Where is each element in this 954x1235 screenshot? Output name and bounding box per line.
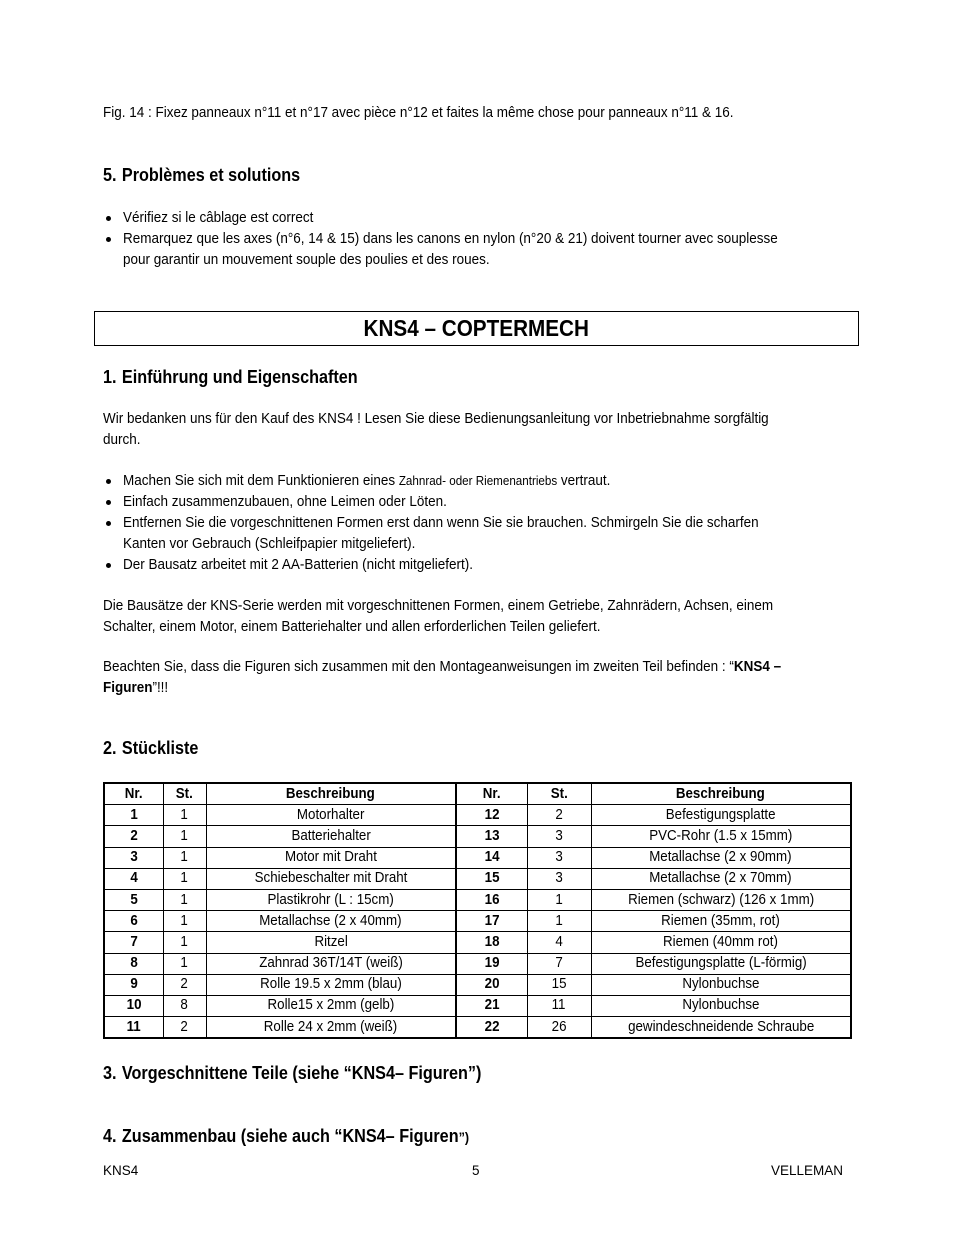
table-cell: gewindeschneidende Schraube — [591, 1017, 851, 1039]
table-cell: Metallachse (2 x 40mm) — [206, 911, 456, 932]
table-cell: Zahnrad 36T/14T (weiß) — [206, 953, 456, 974]
list-item: Einfach zusammenzubauen, ohne Leimen oder Löten. — [123, 494, 447, 510]
table-cell: Riemen (schwarz) (126 x 1mm) — [591, 889, 851, 910]
table-row — [104, 1017, 851, 1039]
table-cell: 1 — [527, 911, 591, 932]
section1-heading — [103, 367, 358, 388]
table-cell: Rolle 24 x 2mm (weiß) — [206, 1017, 456, 1039]
section5-number: 5. — [103, 165, 117, 185]
table-cell: 1 — [163, 911, 206, 932]
table-cell: 7 — [104, 932, 163, 953]
table-cell: PVC-Rohr (1.5 x 15mm) — [591, 826, 851, 847]
section5-title: Problèmes et solutions — [121, 165, 301, 185]
table-row — [104, 953, 851, 974]
table-cell: 5 — [104, 889, 163, 910]
footer-brand: VELLEMAN — [771, 1163, 844, 1178]
header-beschreibung: Beschreibung — [206, 783, 456, 805]
table-cell: 1 — [163, 932, 206, 953]
table-cell: 4 — [527, 932, 591, 953]
table-cell: Motorhalter — [206, 805, 456, 826]
figures-note-line-1: Beachten Sie, dass die Figuren sich zusammen mit den Montageanweisungen im zweiten Teil befinden : “KNS4 – — [103, 659, 782, 675]
table-cell: Rolle 19.5 x 2mm (blau) — [206, 974, 456, 995]
kit-description-line-2: Schalter, einem Motor, einem Batteriehalter und allen erforderlichen Teilen geliefert. — [103, 619, 601, 635]
table-row — [104, 932, 851, 953]
list-item: Remarquez que les axes (n°6, 14 & 15) dans les canons en nylon (n°20 & 21) doivent tourner avec souplesse — [123, 231, 778, 247]
list-item: Machen Sie sich mit dem Funktionieren eines Zahnrad- oder Riemenantriebs vertraut. — [123, 473, 611, 489]
table-row — [104, 847, 851, 868]
table-row — [104, 826, 851, 847]
table-cell: 16 — [456, 889, 527, 910]
table-cell: 12 — [456, 805, 527, 826]
table-cell: 10 — [104, 995, 163, 1016]
table-cell: 26 — [527, 1017, 591, 1039]
section4-number: 4. — [103, 1126, 117, 1146]
table-cell: Ritzel — [206, 932, 456, 953]
table-cell: 8 — [104, 953, 163, 974]
intro-line-2: durch. — [103, 432, 141, 448]
list-item-continuation: Kanten vor Gebrauch (Schleifpapier mitgeliefert). — [123, 536, 416, 552]
list-item-continuation: pour garantir un mouvement souple des poulies et des roues. — [123, 252, 490, 268]
table-row — [104, 911, 851, 932]
table-cell: 21 — [456, 995, 527, 1016]
figures-note-line-2: Figuren”!!! — [103, 680, 169, 696]
section2-heading — [103, 738, 198, 759]
product-title-banner — [94, 311, 859, 346]
section3-number: 3. — [103, 1063, 117, 1083]
section1-title: Einführung und Eigenschaften — [121, 367, 358, 387]
table-cell: Batteriehalter — [206, 826, 456, 847]
table-cell: 18 — [456, 932, 527, 953]
parts-table-body — [104, 805, 851, 1039]
table-cell: Plastikrohr (L : 15cm) — [206, 889, 456, 910]
header-beschreibung: Beschreibung — [591, 783, 851, 805]
table-cell: 1 — [163, 805, 206, 826]
list-item: Vérifiez si le câblage est correct — [123, 210, 314, 226]
table-cell: 22 — [456, 1017, 527, 1039]
table-cell: 1 — [163, 953, 206, 974]
table-cell: 1 — [163, 889, 206, 910]
table-row — [104, 868, 851, 889]
table-cell: 20 — [456, 974, 527, 995]
section5-bullet-list — [103, 208, 827, 271]
table-cell: Rolle15 x 2mm (gelb) — [206, 995, 456, 1016]
section1-bullet-list — [103, 471, 807, 576]
table-cell: 1 — [527, 889, 591, 910]
table-cell: 2 — [104, 826, 163, 847]
table-cell: 9 — [104, 974, 163, 995]
table-cell: 3 — [527, 826, 591, 847]
table-cell: 4 — [104, 868, 163, 889]
header-nr: Nr. — [456, 783, 527, 805]
table-cell: 3 — [527, 868, 591, 889]
header-nr: Nr. — [104, 783, 163, 805]
section2-number: 2. — [103, 738, 117, 758]
table-row — [104, 805, 851, 826]
header-st: St. — [527, 783, 591, 805]
table-cell: 2 — [163, 974, 206, 995]
table-cell: 15 — [527, 974, 591, 995]
section3-heading: 3. Vorgeschnittene Teile (siehe “KNS4– Figuren”) — [103, 1063, 482, 1083]
section1-number: 1. — [103, 367, 117, 387]
section4-heading: 4. Zusammenbau (siehe auch “KNS4– Figuren”) — [103, 1126, 470, 1146]
table-cell: Schiebeschalter mit Draht — [206, 868, 456, 889]
table-cell: 14 — [456, 847, 527, 868]
table-cell: 15 — [456, 868, 527, 889]
table-header-row — [104, 783, 851, 805]
intro-line-1: Wir bedanken uns für den Kauf des KNS4 ! Lesen Sie diese Bedienungsanleitung vor Inbetriebnahme sorgfältig — [103, 411, 769, 427]
footer-model: KNS4 — [103, 1163, 139, 1178]
table-cell: Riemen (40mm rot) — [591, 932, 851, 953]
table-cell: Befestigungsplatte (L-förmig) — [591, 953, 851, 974]
table-cell: 2 — [163, 1017, 206, 1039]
table-cell: 6 — [104, 911, 163, 932]
footer-page-number: 5 — [472, 1163, 480, 1178]
header-st: St. — [163, 783, 206, 805]
table-cell: 19 — [456, 953, 527, 974]
parts-list-table — [103, 782, 852, 1039]
table-row — [104, 995, 851, 1016]
table-cell: 17 — [456, 911, 527, 932]
table-cell: Nylonbuchse — [591, 974, 851, 995]
table-cell: 1 — [163, 847, 206, 868]
table-cell: Metallachse (2 x 70mm) — [591, 868, 851, 889]
fig14-caption: Fig. 14 : Fixez panneaux n°11 et n°17 avec pièce n°12 et faites la même chose pour panneaux n°11 & 16. — [103, 105, 734, 121]
table-cell: 2 — [527, 805, 591, 826]
table-cell: 1 — [163, 868, 206, 889]
table-cell: 11 — [104, 1017, 163, 1039]
table-cell: Nylonbuchse — [591, 995, 851, 1016]
list-item: Der Bausatz arbeitet mit 2 AA-Batterien (nicht mitgeliefert). — [123, 557, 474, 573]
table-cell: 1 — [104, 805, 163, 826]
table-cell: 3 — [527, 847, 591, 868]
list-item: Entfernen Sie die vorgeschnittenen Formen erst dann wenn Sie sie brauchen. Schmirgeln Sie die scharfen — [123, 515, 759, 531]
section2-title: Stückliste — [121, 738, 199, 758]
product-title: KNS4 – COPTERMECH — [363, 315, 590, 341]
table-cell: 7 — [527, 953, 591, 974]
table-cell: 1 — [163, 826, 206, 847]
table-cell: Befestigungsplatte — [591, 805, 851, 826]
table-cell: Metallachse (2 x 90mm) — [591, 847, 851, 868]
table-cell: 11 — [527, 995, 591, 1016]
kit-description-line-1: Die Bausätze der KNS-Serie werden mit vorgeschnittenen Formen, einem Getriebe, Zahnrädern, Achsen, einem — [103, 598, 774, 614]
table-row — [104, 974, 851, 995]
table-cell: Motor mit Draht — [206, 847, 456, 868]
table-cell: 8 — [163, 995, 206, 1016]
table-cell: 13 — [456, 826, 527, 847]
table-row — [104, 889, 851, 910]
section5-heading — [103, 165, 300, 186]
table-cell: Riemen (35mm, rot) — [591, 911, 851, 932]
table-cell: 3 — [104, 847, 163, 868]
